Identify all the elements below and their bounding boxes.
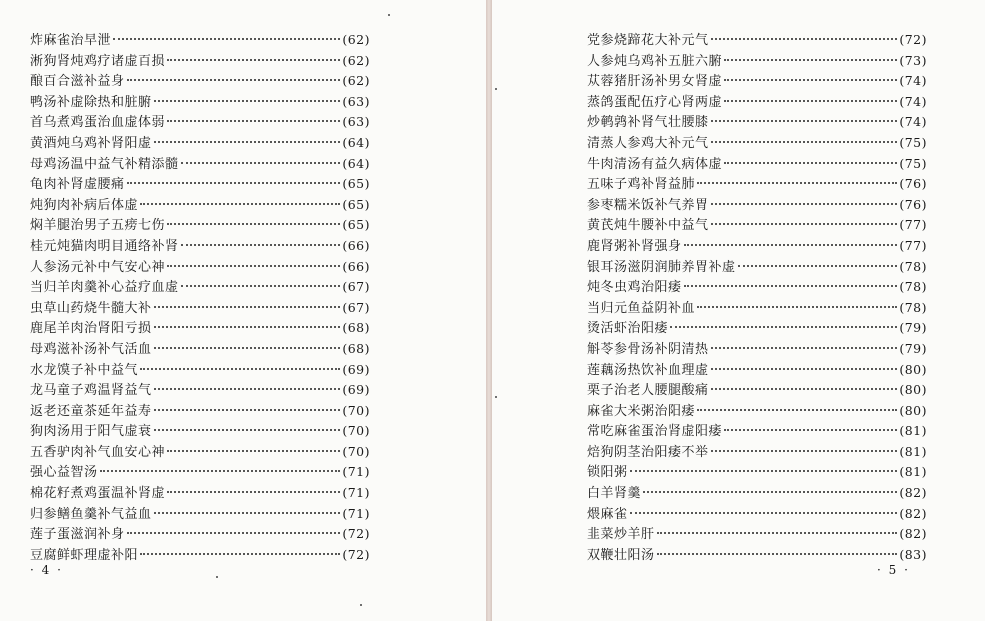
- toc-entry-page: (66): [342, 237, 370, 253]
- toc-entry-page: (62): [342, 73, 370, 89]
- toc-entry-title: 鸭汤补虚除热和脏腑: [30, 94, 152, 110]
- paper-speck: [495, 88, 497, 90]
- dot-leader: [643, 491, 897, 493]
- toc-entry: [30, 71, 370, 92]
- toc-entry-page: (72): [899, 32, 927, 47]
- dot-leader: [167, 265, 340, 267]
- toc-entry-title: 淅狗肾炖鸡疗诸虚百损: [30, 53, 166, 69]
- toc-entry-page: (79): [899, 320, 927, 336]
- dot-leader: [630, 470, 898, 472]
- toc-entry-title: 黄芪炖牛腰补中益气: [587, 218, 709, 234]
- paper-speck: [495, 396, 497, 398]
- toc-entry-title: 牛肉清汤有益久病体虚: [587, 156, 723, 172]
- toc-entry: [30, 277, 370, 298]
- toc-entry: [587, 133, 927, 154]
- dot-leader: [154, 429, 341, 431]
- toc-entry-title: 白羊肾羹: [587, 486, 642, 502]
- toc-entry-page: (71): [342, 505, 370, 521]
- dot-leader: [181, 162, 341, 164]
- toc-entry-title: 母鸡汤温中益气补精添髓: [30, 156, 179, 172]
- toc-entry-title: 桂元炖猫肉明目通络补肾: [30, 238, 179, 254]
- dot-leader: [154, 388, 341, 390]
- toc-entry-page: (67): [342, 279, 370, 295]
- toc-entry-title: 返老还童茶延年益寿: [30, 403, 152, 419]
- toc-entry-title: 炖狗肉补病后体虚: [30, 197, 139, 213]
- dot-leader: [711, 120, 898, 122]
- toc-entry: [587, 92, 927, 113]
- toc-entry-title: 五香驴肉补气血安心神: [30, 444, 166, 460]
- toc-entry-page: (67): [342, 299, 370, 315]
- dot-leader: [670, 326, 897, 328]
- dot-leader: [167, 59, 340, 61]
- toc-entry-title: 银耳汤滋阴润肺养胃补虚: [587, 259, 736, 275]
- dot-leader: [711, 141, 898, 143]
- dot-leader: [127, 532, 341, 534]
- toc-entry-title: 龟肉补肾虚腰痛: [30, 177, 125, 193]
- toc-entry-title: 当归羊肉羹补心益疗血虚: [30, 280, 179, 296]
- toc-entry-title: 炸麻雀治早泄: [30, 33, 112, 48]
- toc-entry: [587, 380, 927, 401]
- toc-entry: [587, 30, 927, 51]
- dot-leader: [697, 182, 897, 184]
- toc-entry-page: (63): [342, 114, 370, 130]
- toc-entry-page: (73): [899, 52, 927, 68]
- left-page-number: · 4 ·: [30, 563, 63, 577]
- toc-entry-title: 斛苓参骨汤补阴清热: [587, 341, 709, 357]
- paper-speck: [216, 576, 218, 578]
- toc-entry-title: 当归元鱼益阴补血: [587, 300, 696, 316]
- toc-entry: [30, 133, 370, 154]
- toc-entry-title: 栗子治老人腰腿酸痛: [587, 383, 709, 399]
- toc-entry-title: 酿百合滋补益身: [30, 74, 125, 90]
- toc-entry-title: 人参炖乌鸡补五脏六腑: [587, 53, 723, 69]
- toc-entry-page: (80): [899, 382, 927, 398]
- toc-entry: [587, 421, 927, 442]
- toc-entry-title: 参枣糯米饭补气养胃: [587, 197, 709, 213]
- toc-entry-title: 煨麻雀: [587, 506, 628, 522]
- toc-entry-page: (81): [899, 423, 927, 439]
- toc-entry-title: 狗肉汤用于阳气虚衰: [30, 424, 152, 440]
- toc-entry-page: (76): [899, 176, 927, 192]
- toc-entry-page: (65): [342, 217, 370, 233]
- toc-entry-page: (63): [342, 93, 370, 109]
- toc-entry: [587, 401, 927, 422]
- toc-entry-page: (79): [899, 340, 927, 356]
- toc-entry-title: 苁蓉猪肝汤补男女肾虚: [587, 74, 723, 90]
- toc-entry: [30, 504, 370, 525]
- toc-entry-page: (65): [342, 196, 370, 212]
- dot-leader: [711, 388, 898, 390]
- toc-entry-page: (69): [342, 361, 370, 377]
- toc-entry: [30, 318, 370, 339]
- toc-entry-title: 麻雀大米粥治阳痿: [587, 403, 696, 419]
- dot-leader: [127, 182, 341, 184]
- toc-entry-title: 党参烧蹄花大补元气: [587, 33, 709, 48]
- toc-entry: [587, 339, 927, 360]
- dot-leader: [711, 203, 898, 205]
- toc-entry: [30, 174, 370, 195]
- toc-entry-page: (82): [899, 526, 927, 542]
- dot-leader: [154, 326, 341, 328]
- dot-leader: [154, 512, 341, 514]
- toc-entry: [587, 257, 927, 278]
- dot-leader: [167, 120, 340, 122]
- toc-entry: [587, 360, 927, 381]
- toc-entry-page: (65): [342, 176, 370, 192]
- dot-leader: [724, 429, 897, 431]
- toc-entry-title: 龙马童子鸡温肾益气: [30, 383, 152, 399]
- toc-entry-page: (64): [342, 155, 370, 171]
- toc-entry: [30, 483, 370, 504]
- dot-leader: [697, 409, 897, 411]
- toc-entry-title: 莲藕汤热饮补血理虚: [587, 362, 709, 378]
- dot-leader: [154, 409, 341, 411]
- toc-entry-title: 韭菜炒羊肝: [587, 527, 655, 543]
- toc-entry: [587, 442, 927, 463]
- dot-leader: [724, 79, 897, 81]
- toc-entry-title: 归参鳝鱼羹补气益血: [30, 506, 152, 522]
- toc-entry-page: (78): [899, 299, 927, 315]
- dot-leader: [630, 512, 898, 514]
- toc-entry: [30, 30, 370, 51]
- toc-entry: [587, 298, 927, 319]
- toc-entry: [587, 504, 927, 525]
- toc-entry-title: 烫活虾治阳痿: [587, 321, 669, 337]
- toc-entry-title: 人参汤元补中气安心神: [30, 259, 166, 275]
- toc-entry: [30, 545, 370, 566]
- toc-entry: [30, 380, 370, 401]
- toc-entry: [30, 462, 370, 483]
- toc-entry: [587, 154, 927, 175]
- toc-entry-page: (82): [899, 485, 927, 501]
- toc-entry-page: (77): [899, 217, 927, 233]
- dot-leader: [167, 491, 340, 493]
- toc-entry: [587, 195, 927, 216]
- toc-entry-page: (72): [342, 526, 370, 542]
- dot-leader: [657, 532, 898, 534]
- dot-leader: [113, 38, 340, 40]
- toc-entry-title: 虫草山药烧牛髓大补: [30, 300, 152, 316]
- toc-entry-page: (77): [899, 237, 927, 253]
- toc-entry-title: 莲子蛋滋润补身: [30, 527, 125, 543]
- dot-leader: [154, 141, 341, 143]
- dot-leader: [100, 470, 341, 472]
- toc-entry-title: 棉花籽煮鸡蛋温补肾虚: [30, 486, 166, 502]
- toc-entry-page: (74): [899, 93, 927, 109]
- toc-entry-title: 强心益智汤: [30, 465, 98, 481]
- toc-entry-title: 鹿肾粥补肾强身: [587, 238, 682, 254]
- toc-entry-title: 水龙馍子补中益气: [30, 362, 139, 378]
- toc-entry: [30, 442, 370, 463]
- toc-entry-page: (70): [342, 402, 370, 418]
- toc-entry-title: 豆腐鲜虾理虚补阳: [30, 547, 139, 563]
- dot-leader: [140, 203, 340, 205]
- toc-entry-page: (81): [899, 443, 927, 459]
- toc-entry: [30, 524, 370, 545]
- toc-entry: [587, 545, 927, 566]
- toc-entry-page: (62): [342, 32, 370, 47]
- toc-entry-page: (81): [899, 464, 927, 480]
- toc-entry-title: 炒鹌鹑补肾气壮腰膝: [587, 115, 709, 131]
- paper-speck: [360, 604, 362, 606]
- toc-entry-page: (62): [342, 52, 370, 68]
- toc-entry-page: (80): [899, 361, 927, 377]
- toc-entry-page: (68): [342, 320, 370, 336]
- dot-leader: [167, 223, 340, 225]
- toc-entry-page: (64): [342, 134, 370, 150]
- toc-entry-title: 常吃麻雀蛋治肾虚阳痿: [587, 424, 723, 440]
- toc-entry-page: (82): [899, 505, 927, 521]
- toc-entry-page: (72): [342, 546, 370, 562]
- toc-entry: [30, 339, 370, 360]
- toc-entry-title: 炖冬虫鸡治阳痿: [587, 280, 682, 296]
- dot-leader: [154, 100, 341, 102]
- dot-leader: [684, 244, 898, 246]
- toc-entry: [587, 112, 927, 133]
- toc-entry: [587, 277, 927, 298]
- dot-leader: [684, 285, 898, 287]
- toc-entry-page: (68): [342, 340, 370, 356]
- toc-entry: [30, 112, 370, 133]
- toc-entry: [587, 524, 927, 545]
- left-toc-list: [30, 30, 370, 565]
- right-page-number: · 5 ·: [877, 563, 910, 577]
- toc-entry-page: (71): [342, 464, 370, 480]
- toc-entry: [587, 51, 927, 72]
- toc-entry-title: 蒸鸽蛋配伍疗心肾两虚: [587, 94, 723, 110]
- dot-leader: [154, 347, 341, 349]
- dot-leader: [711, 368, 898, 370]
- toc-entry-page: (80): [899, 402, 927, 418]
- toc-entry-page: (83): [899, 546, 927, 562]
- toc-entry: [587, 483, 927, 504]
- toc-entry-page: (66): [342, 258, 370, 274]
- dot-leader: [127, 79, 341, 81]
- dot-leader: [167, 450, 340, 452]
- dot-leader: [140, 368, 340, 370]
- toc-entry: [30, 421, 370, 442]
- dot-leader: [140, 553, 340, 555]
- dot-leader: [154, 306, 341, 308]
- toc-entry-title: 焙狗阴茎治阳痿不举: [587, 444, 709, 460]
- toc-entry: [30, 51, 370, 72]
- left-page: [0, 0, 486, 621]
- toc-entry-page: (70): [342, 423, 370, 439]
- toc-entry-page: (76): [899, 196, 927, 212]
- toc-entry: [587, 236, 927, 257]
- toc-entry-page: (78): [899, 279, 927, 295]
- dot-leader: [181, 244, 341, 246]
- toc-entry: [587, 462, 927, 483]
- toc-entry: [587, 71, 927, 92]
- toc-entry-title: 五味子鸡补肾益肺: [587, 177, 696, 193]
- toc-entry: [30, 360, 370, 381]
- toc-entry: [30, 298, 370, 319]
- toc-entry: [587, 318, 927, 339]
- dot-leader: [657, 553, 898, 555]
- toc-entry: [30, 195, 370, 216]
- toc-entry: [587, 215, 927, 236]
- dot-leader: [724, 162, 897, 164]
- toc-entry: [587, 174, 927, 195]
- toc-entry-page: (75): [899, 134, 927, 150]
- dot-leader: [711, 450, 898, 452]
- toc-entry-title: 鹿尾羊肉治肾阳亏损: [30, 321, 152, 337]
- toc-entry-page: (71): [342, 485, 370, 501]
- paper-speck: [388, 14, 390, 16]
- dot-leader: [738, 265, 898, 267]
- toc-entry-title: 双鞭壮阳汤: [587, 547, 655, 563]
- dot-leader: [181, 285, 341, 287]
- dot-leader: [724, 100, 897, 102]
- toc-entry-page: (75): [899, 155, 927, 171]
- dot-leader: [724, 59, 897, 61]
- toc-entry: [30, 92, 370, 113]
- toc-entry: [30, 257, 370, 278]
- dot-leader: [711, 223, 898, 225]
- toc-entry-title: 黄酒炖乌鸡补肾阳虚: [30, 135, 152, 151]
- toc-entry: [30, 401, 370, 422]
- toc-entry-page: (74): [899, 73, 927, 89]
- dot-leader: [711, 38, 898, 40]
- toc-entry: [30, 236, 370, 257]
- toc-entry: [30, 215, 370, 236]
- toc-entry-page: (69): [342, 382, 370, 398]
- toc-entry-title: 锁阳粥: [587, 465, 628, 481]
- dot-leader: [711, 347, 898, 349]
- toc-entry-page: (70): [342, 443, 370, 459]
- dot-leader: [697, 306, 897, 308]
- right-page: [492, 0, 985, 621]
- toc-entry: [30, 154, 370, 175]
- toc-entry-title: 清蒸人参鸡大补元气: [587, 135, 709, 151]
- toc-entry-title: 首乌煮鸡蛋治血虚体弱: [30, 115, 166, 131]
- toc-entry-title: 母鸡滋补汤补气活血: [30, 341, 152, 357]
- toc-entry-title: 焖羊腿治男子五痨七伤: [30, 218, 166, 234]
- right-toc-list: [587, 30, 927, 565]
- toc-entry-page: (78): [899, 258, 927, 274]
- toc-entry-page: (74): [899, 114, 927, 130]
